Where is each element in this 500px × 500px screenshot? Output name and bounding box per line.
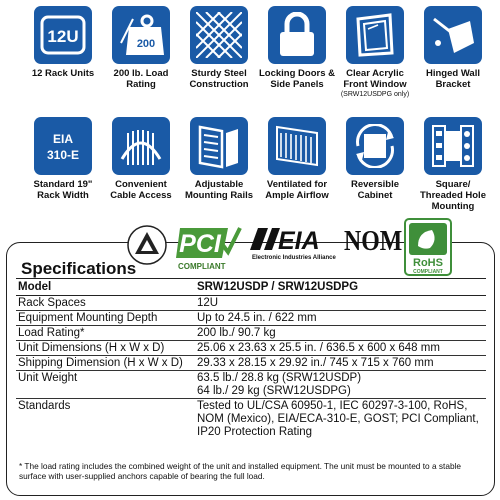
footnote: * The load rating includes the combined weight of the unit and installed equipment. The unit must be mounted to a stable surface with user-supplied anchors capable of bearing the full load. <box>19 461 462 481</box>
eia-logo <box>248 226 338 267</box>
feature-label: Ventilated for Ample Airflow <box>265 179 329 201</box>
specifications-title: Specifications <box>21 259 137 278</box>
eia-standard-icon <box>34 117 92 175</box>
spec-value: 12U <box>195 296 486 311</box>
spec-label: Equipment Mounting Depth <box>16 311 195 326</box>
table-row <box>16 356 486 371</box>
feature-label: Clear Acrylic Front Window <box>343 68 407 90</box>
rack-12u-icon <box>34 6 92 64</box>
pci-logo-text: PCI <box>179 230 221 258</box>
feature-steel <box>179 6 259 90</box>
gost-logo <box>126 224 168 271</box>
feature-load-rating <box>101 6 181 90</box>
spec-label: Load Rating* <box>16 326 195 341</box>
rohs-logo <box>404 218 452 281</box>
wall-bracket-icon <box>424 6 482 64</box>
rack-12u-badge: 12U <box>47 27 79 46</box>
feature-window <box>335 6 415 99</box>
feature-label: Sturdy Steel Construction <box>189 68 249 90</box>
spec-label: Unit Dimensions (H x W x D) <box>16 341 195 356</box>
pci-logo-sub: COMPLIANT <box>178 262 226 271</box>
feature-rack-units <box>23 6 103 79</box>
rohs-logo-text: RoHS <box>413 257 443 269</box>
header-value: SRW12USDP / SRW12USDPG <box>195 279 486 296</box>
feature-label: Standard 19" Rack Width <box>33 179 93 201</box>
feature-threaded-hole <box>413 117 493 212</box>
table-row <box>16 341 486 356</box>
eia-badge-line2: 310-E <box>46 148 80 162</box>
nom-logo <box>344 228 412 256</box>
feature-eia-standard <box>23 117 103 201</box>
table-header-row <box>16 279 486 296</box>
spec-value: 25.06 x 23.63 x 25.5 in. / 636.5 x 600 x 648 mm <box>195 341 486 356</box>
reversible-icon <box>346 117 404 175</box>
specifications-table <box>16 278 486 439</box>
feature-grid <box>0 0 500 222</box>
cable-access-icon <box>112 117 170 175</box>
weight-badge: 200 <box>136 38 156 50</box>
feature-locking <box>257 6 337 90</box>
feature-label: Locking Doors & Side Panels <box>258 68 335 90</box>
feature-cable-access <box>101 117 181 201</box>
rohs-logo-sub: COMPLIANT <box>413 269 443 275</box>
spec-value: 29.33 x 28.15 x 29.92 in./ 745 x 715 x 760 mm <box>195 356 486 371</box>
spec-label: Rack Spaces <box>16 296 195 311</box>
spec-label: Standards <box>18 400 71 412</box>
table-row <box>16 296 486 311</box>
feature-mounting-rails <box>179 117 259 201</box>
padlock-icon <box>268 6 326 64</box>
feature-label: 12 Rack Units <box>31 68 95 79</box>
table-row <box>16 371 486 399</box>
feature-label: Reversible Cabinet <box>350 179 400 201</box>
feature-label: Adjustable Mounting Rails <box>184 179 254 201</box>
feature-label: Square/ Threaded Hole Mounting <box>420 179 486 212</box>
feature-label: Hinged Wall Bracket <box>425 68 480 90</box>
weight-icon <box>112 6 170 64</box>
pci-logo <box>176 222 242 277</box>
spec-label: Shipping Dimension (H x W x D) <box>16 356 195 371</box>
feature-airflow <box>257 117 337 201</box>
window-icon <box>346 6 404 64</box>
nom-logo-text: NOM <box>344 226 403 257</box>
table-row <box>16 326 486 341</box>
certification-logos <box>120 218 500 278</box>
header-label: Model <box>16 279 195 296</box>
feature-label: Convenient Cable Access <box>110 179 172 201</box>
spec-value: Tested to UL/CSA 60950-1, IEC 60297-3-100, RoHS, NOM (Mexico), EIA/ECA-310-E, GOST; PCI Compliant, IP20 Protection Rating <box>197 400 479 438</box>
spec-label: Unit Weight <box>16 371 195 399</box>
eia-badge-line1: EIA <box>52 132 74 146</box>
feature-note: (SRW12USDPG only) <box>340 91 410 98</box>
eia-logo-text: EIA <box>278 227 320 255</box>
spec-value: Up to 24.5 in. / 622 mm <box>195 311 486 326</box>
feature-reversible <box>335 117 415 201</box>
eia-logo-sub: Electronic Industries Alliance <box>252 255 336 261</box>
feature-label: 200 lb. Load Rating <box>113 68 169 90</box>
steel-mesh-icon <box>190 6 248 64</box>
table-row <box>16 311 486 326</box>
feature-wall-bracket <box>413 6 493 90</box>
threaded-hole-icon <box>424 117 482 175</box>
spec-value: 200 lb./ 90.7 kg <box>195 326 486 341</box>
mounting-rails-icon <box>190 117 248 175</box>
table-row <box>16 399 486 440</box>
airflow-icon <box>268 117 326 175</box>
spec-value: 63.5 lb./ 28.8 kg (SRW12USDP) 64 lb./ 29 kg (SRW12USDPG) <box>195 371 486 399</box>
